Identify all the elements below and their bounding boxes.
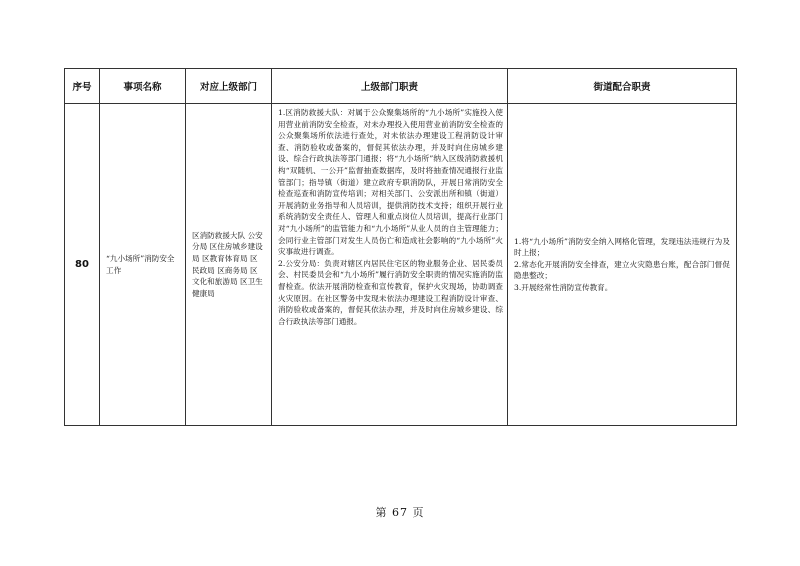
department-list: 区消防救援大队 公安分局 区住房城乡建设局 区教育体育局 区民政局 区商务局 区文化和旅游局 区卫生健康局 bbox=[186, 104, 272, 426]
department-duty-cell bbox=[272, 104, 508, 426]
header-item-name: 事项名称 bbox=[100, 69, 186, 104]
header-street-duty: 街道配合职责 bbox=[508, 69, 737, 104]
header-department-duty: 上级部门职责 bbox=[272, 69, 508, 104]
row-number: 80 bbox=[65, 104, 100, 426]
street-duty-item: 3.开展经常性消防宣传教育。 bbox=[514, 282, 613, 292]
duty-paragraph: 1.区消防救援大队：对属于公众聚集场所的“九小场所”实施投入使用营业前消防安全检查，对未办理投入使用营业前消防安全检查的公众聚集场所依法进行查处，对未依法办理建设工程消防设计审查、消防验收或备案的，督促其依法办理，并及时向住房城乡建设、综合行政执法等部门通报；将“九小场所”纳入区级消防救援机构“双随机、一公开”监督抽查数据库，及时将抽查情况通报行业监管部门；指导镇（街道）建立政府专职消防队，开展日常消防安全检查巡查和消防宣传培训；对相关部门、公安派出所和镇（街道）开展消防业务指导和人员培训，提供消防技术支持；组织开展行业系统消防安全责任人、管理人和重点岗位人员培训，提高行业部门对“九小场所”的监管能力和“九小场所”从业人员的自主管理能力；会同行业主管部门对发生人员伤亡和造成社会影响的“九小场所”火灾事故进行调查。 bbox=[278, 108, 503, 257]
duty-paragraph: 2.公安分局：负责对辖区内居民住宅区的物业服务企业、居民委员会、村民委员会和“九小场所”履行消防安全职责的情况实施消防监督检查。依法开展消防检查和宣传教育，保护火灾现场，协助调查火灾原因。在社区警务中发现未依法办理建设工程消防设计审查、消防验收或备案的，督促其依法办理，并及时向住房城乡建设、综合行政执法等部门通报。 bbox=[278, 258, 503, 326]
table-header-row bbox=[65, 69, 737, 104]
street-duty-item: 2.常态化开展消防安全排查，建立火灾隐患台账，配合部门督促隐患整改； bbox=[514, 259, 730, 281]
item-name: “九小场所”消防安全工作 bbox=[100, 104, 186, 426]
street-duty-cell bbox=[508, 104, 737, 426]
street-duty-item: 1.将“九小场所”消防安全纳入网格化管理，发现违法违规行为及时上报； bbox=[514, 236, 730, 258]
header-department: 对应上级部门 bbox=[186, 69, 272, 104]
header-no: 序号 bbox=[65, 69, 100, 104]
responsibility-table bbox=[64, 68, 737, 426]
page-number: 第 67 页 bbox=[375, 506, 425, 519]
table-row bbox=[65, 104, 737, 426]
